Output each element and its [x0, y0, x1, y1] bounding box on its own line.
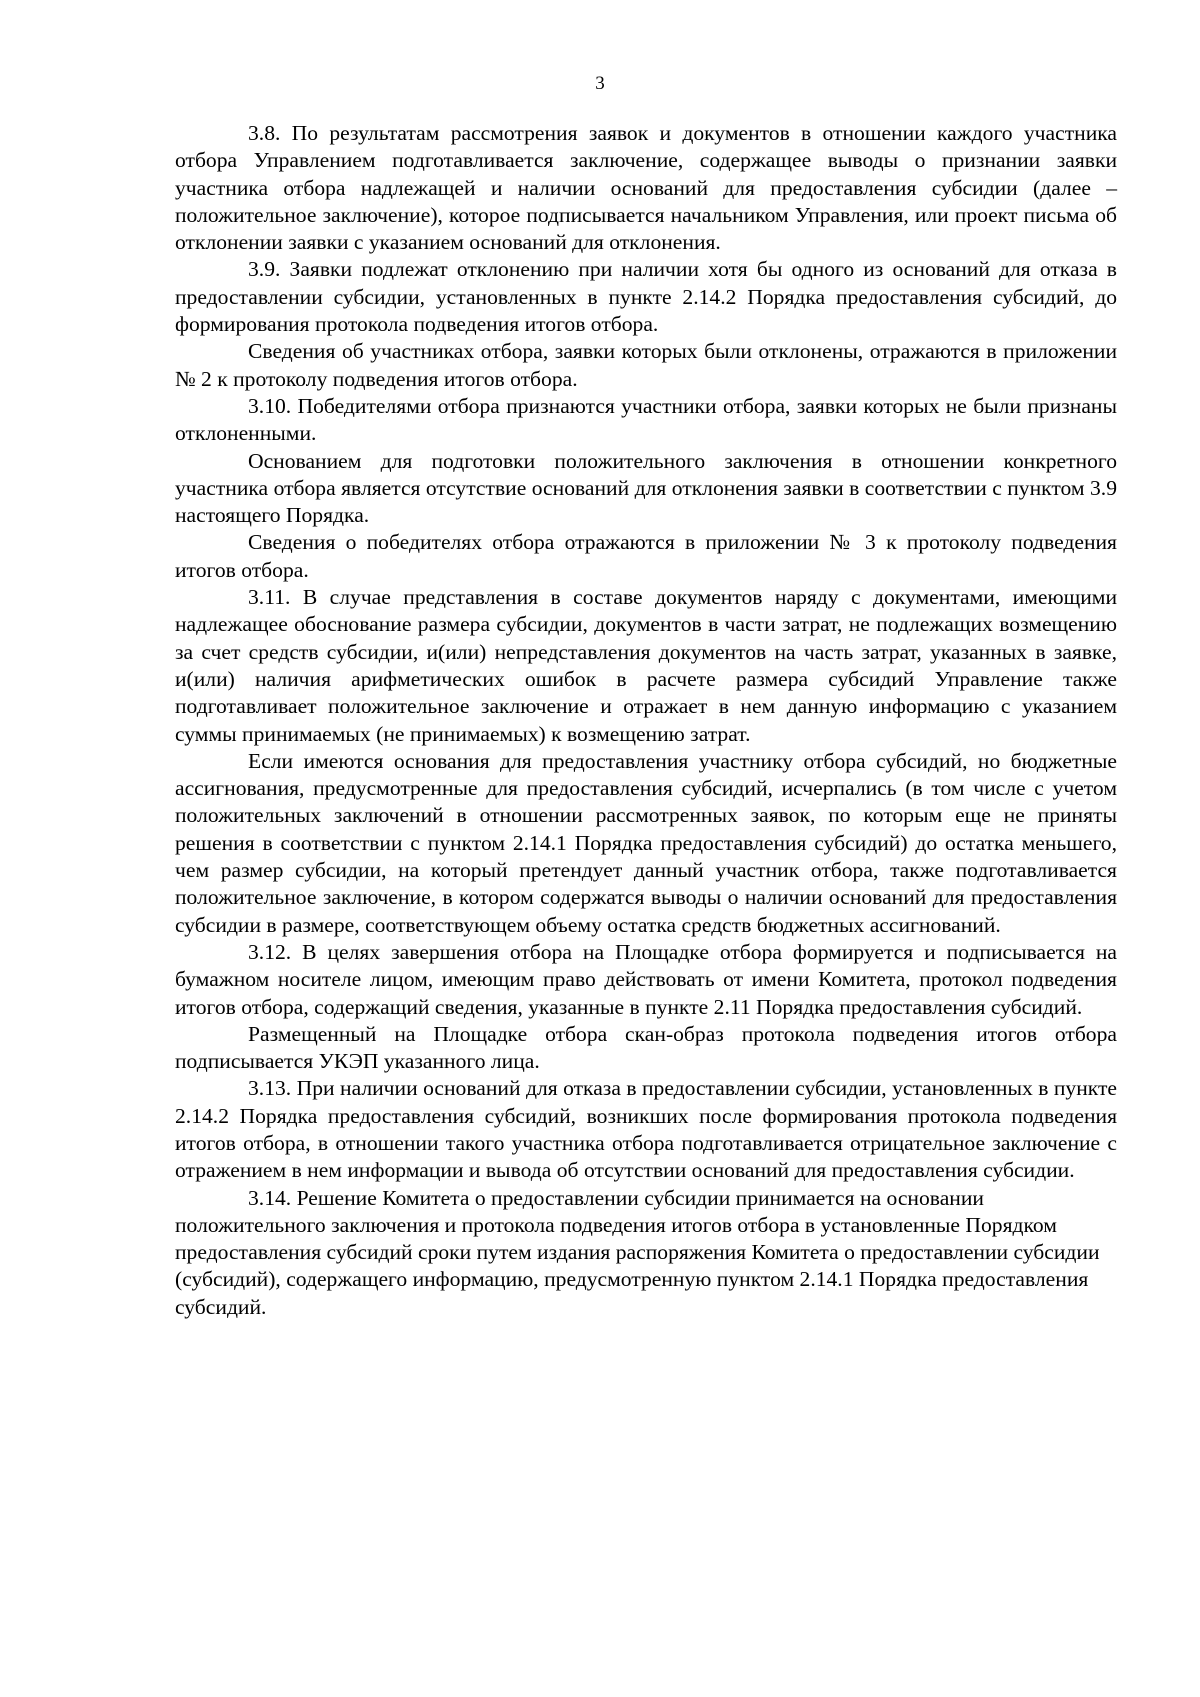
- paragraph-3-14: 3.14. Решение Комитета о предоставлении субсидии принимается на основании положительного заключения и протокола подведения итогов отбора в установленные Порядком предоставления субсидий сроки путем издания распоряжения Комитета о предоставлении субсидии (субсидий), содержащего информацию, предусмотренную пунктом 2.14.1 Порядка предоставления субсидий.: [175, 1185, 1100, 1319]
- paragraph-3-10-winners-info: Сведения о победителях отбора отражаются в приложении № 3 к протоколу подведения итогов отбора.: [175, 530, 1117, 582]
- paragraph-3-10: 3.10. Победителями отбора признаются участники отбора, заявки которых не были признаны отклоненными.: [175, 393, 1117, 446]
- paragraph-3-12-scan: Размещенный на Площадке отбора скан-образ протокола подведения итогов отбора подписывается УКЭП указанного лица.: [175, 1021, 1117, 1074]
- paragraph-3-13: 3.13. При наличии оснований для отказа в предоставлении субсидии, установленных в пункте 2.14.2 Порядка предоставления субсидий, возникших после формирования протокола подведения итогов отбора, в отношении такого участника отбора подготавливается отрицательное заключение с отражением в нем информации и вывода об отсутствии оснований для предоставления субсидии.: [175, 1076, 1117, 1183]
- paragraph-3-12: 3.12. В целях завершения отбора на Площадке отбора формируется и подписывается на бумажном носителе лицом, имеющим право действовать от имени Комитета, протокол подведения итогов отбора, содержащий сведения, указанные в пункте 2.11 Порядка предоставления субсидий.: [175, 939, 1117, 1019]
- paragraph-3-10-basis: Основанием для подготовки положительного заключения в отношении конкретного участника отбора является отсутствие оснований для отклонения заявки в соответствии с пунктом 3.9 настоящего Порядка.: [175, 448, 1117, 528]
- paragraph-3-8: 3.8. По результатам рассмотрения заявок и документов в отношении каждого участника отбора Управлением подготавливается заключение, содержащее выводы о признании заявки участника отбора надлежащей и наличии оснований для предоставления субсидии (далее – положительное заключение), которое подписывается начальником Управления, или проект письма об отклонении заявки с указанием оснований для отклонения.: [175, 121, 1117, 255]
- page-number: 3: [595, 73, 605, 94]
- document-body: [175, 120, 1117, 1321]
- paragraph-3-9: 3.9. Заявки подлежат отклонению при наличии хотя бы одного из оснований для отказа в предоставлении субсидии, установленных в пункте 2.14.2 Порядка предоставления субсидий, до формирования протокола подведения итогов отбора.: [175, 257, 1117, 337]
- paragraph-3-9-rejected-info: Сведения об участниках отбора, заявки которых были отклонены, отражаются в приложении № 2 к протоколу подведения итогов отбора.: [175, 339, 1117, 391]
- paragraph-3-11: 3.11. В случае представления в составе документов наряду с документами, имеющими надлежащее обоснование размера субсидии, документов в части затрат, не подлежащих возмещению за счет средств субсидии, и(или) непредставления документов на часть затрат, указанных в заявке, и(или) наличия арифметических ошибок в расчете размера субсидий Управление также подготавливает положительное заключение и отражает в нем данную информацию с указанием суммы принимаемых (не принимаемых) к возмещению затрат.: [175, 585, 1117, 746]
- paragraph-3-11-budget: Если имеются основания для предоставления участнику отбора субсидий, но бюджетные ассигнования, предусмотренные для предоставления субсидий, исчерпались (в том числе с учетом положительных заключений в отношении рассмотренных заявок, по которым еще не приняты решения в соответствии с пунктом 2.14.1 Порядка предоставления субсидий) до остатка меньшего, чем размер субсидии, на который претендует данный участник отбора, также подготавливается положительное заключение, в котором содержатся выводы о наличии оснований для предоставления субсидии в размере, соответствующем объему остатка средств бюджетных ассигнований.: [175, 748, 1117, 937]
